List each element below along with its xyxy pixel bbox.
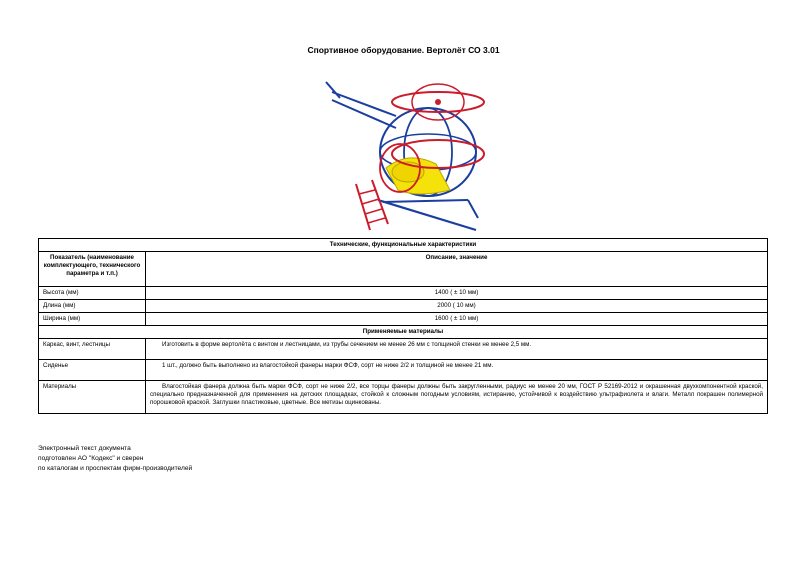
row-param: Каркас, винт, лестницы <box>39 339 146 360</box>
row-value: 1 шт., должно быть выполнено из влагостойкой фанеры марки ФСФ, сорт не ниже 2/2 и толщиной не менее 21 мм. <box>146 360 768 381</box>
header-value: Описание, значение <box>146 252 768 287</box>
row-param: Материалы <box>39 381 146 414</box>
table-row <box>39 300 768 313</box>
header-param: Показатель (наименование комплектующего, технического параметра и т.п.) <box>39 252 146 287</box>
table-row <box>39 287 768 300</box>
row-param: Ширина (мм) <box>39 313 146 326</box>
section-header-characteristics <box>39 239 768 252</box>
row-value: Изготовить в форме вертолёта с винтом и лестницами, из трубы сечением не менее 26 мм с толщиной стенки не менее 2,5 мм. <box>146 339 768 360</box>
table-row <box>39 381 768 414</box>
document-title: Спортивное оборудование. Вертолёт СО 3.01 <box>307 45 500 55</box>
table-header-row <box>39 252 768 287</box>
row-value: Влагостойкая фанера должна быть марки ФСФ, сорт не ниже 2/2, все торцы фанеры должны быть закругленными, радиус не менее 20 мм, ГОСТ Р 52169-2012 и окрашенная двухкомпонентной краской, специально предназначенной для применения на детских площадках, стойкой к сложным погодным условиям, истиранию, устойчивой к воздействию ультрафиолета и влаги. Металл покрашен полимерной порошковой краской. Заглушки пластиковые, цветные. Все метизы оцинкованы. <box>146 381 768 414</box>
table-row <box>39 360 768 381</box>
footer-note <box>38 444 192 475</box>
section-header-materials <box>39 326 768 339</box>
table-row <box>39 339 768 360</box>
row-param: Высота (мм) <box>39 287 146 300</box>
row-value: 2000 ( 10 мм) <box>146 300 768 313</box>
footer-line: Электронный текст документа <box>38 445 131 452</box>
spec-table <box>38 238 768 414</box>
row-value: 1600 ( ± 10 мм) <box>146 313 768 326</box>
table-row <box>39 313 768 326</box>
row-param: Сиденье <box>39 360 146 381</box>
section-title: Технические, функциональные характеристики <box>39 239 768 252</box>
footer-line: по каталогам и проспектам фирм-производителей <box>38 465 193 473</box>
helicopter-image <box>318 72 488 232</box>
row-param: Длина (мм) <box>39 300 146 313</box>
row-value: 1400 ( ± 10 мм) <box>146 287 768 300</box>
section-title: Применяемые материалы <box>39 326 768 339</box>
footer-line: подготовлен АО "Кодекс" и сверен <box>38 455 144 463</box>
